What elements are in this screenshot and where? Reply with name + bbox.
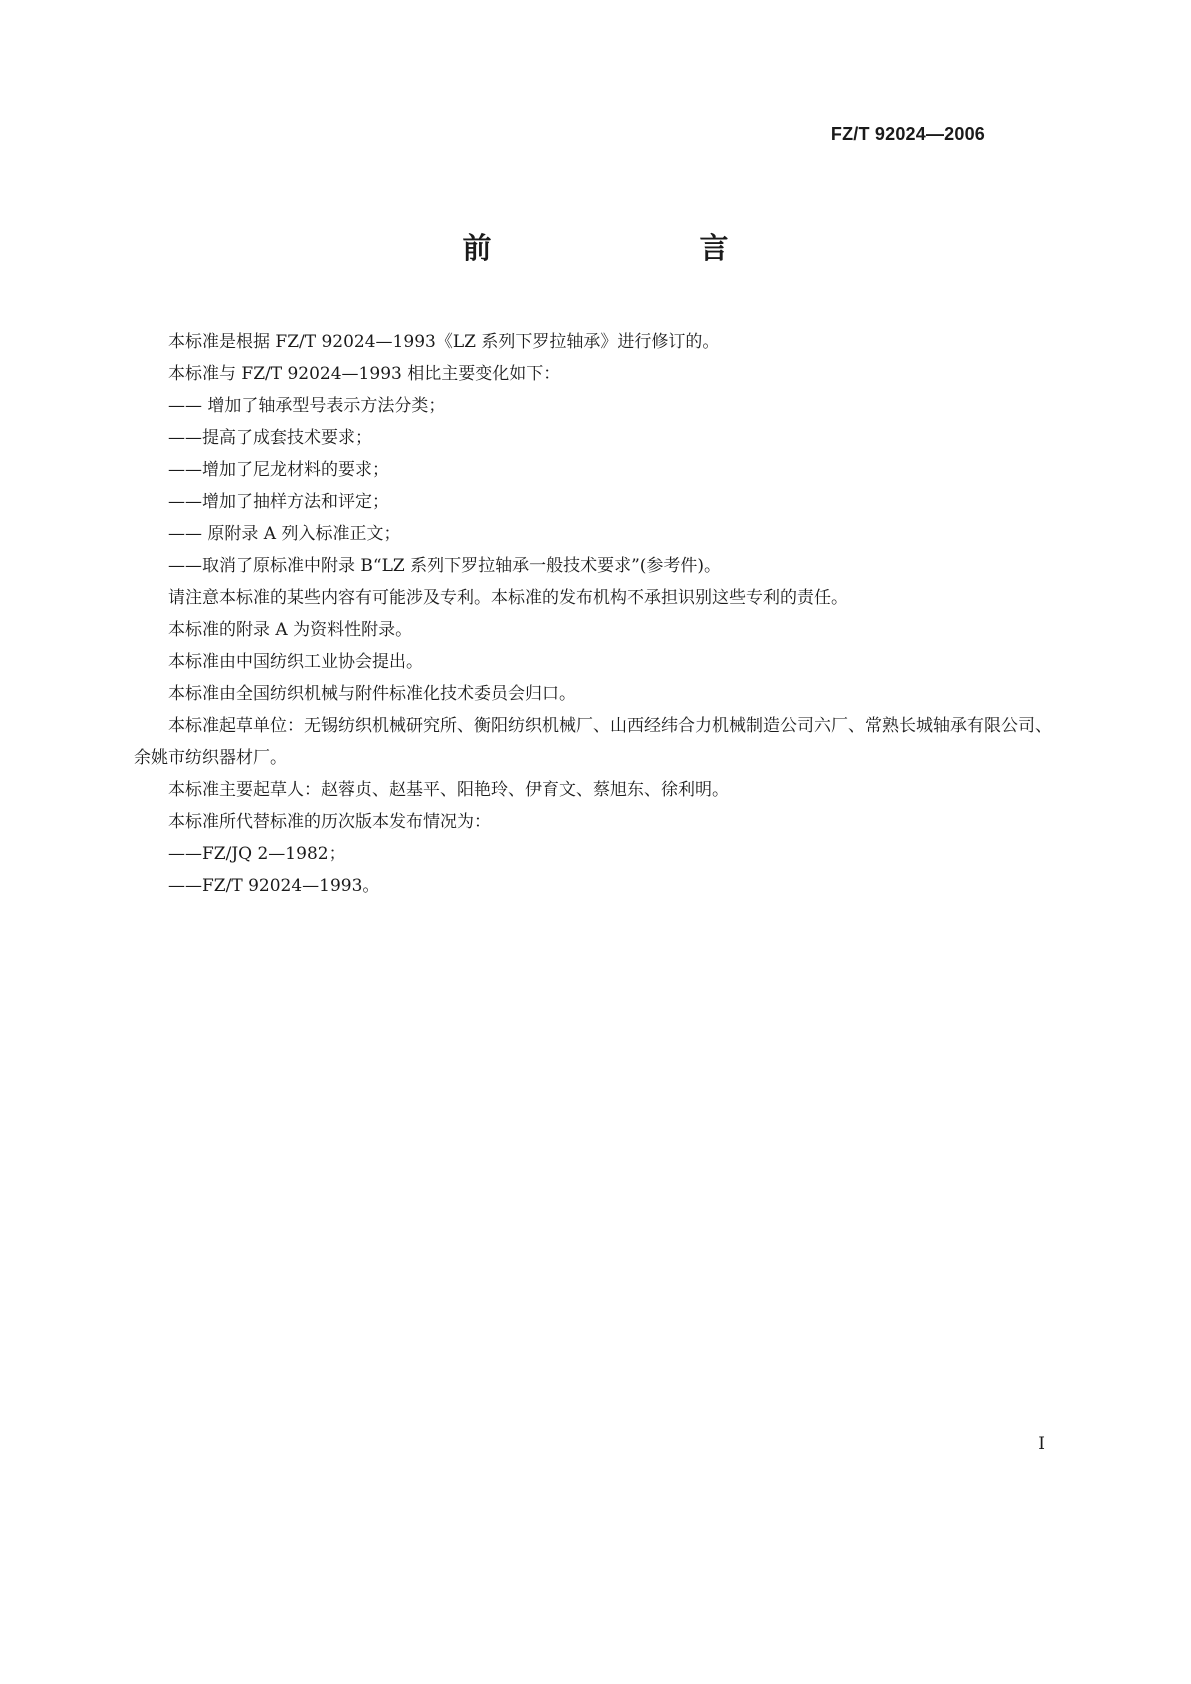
paragraph: 本标准主要起草人：赵蓉贞、赵基平、阳艳玲、伊育文、蔡旭东、徐利明。 xyxy=(168,780,729,800)
paragraph: 本标准由中国纺织工业协会提出。 xyxy=(168,652,423,672)
list-item: ——提高了成套技术要求； xyxy=(168,428,372,448)
paragraph: 本标准由全国纺织机械与附件标准化技术委员会归口。 xyxy=(168,684,576,704)
foreword-body xyxy=(134,326,1062,902)
list-item: ——增加了尼龙材料的要求； xyxy=(168,460,389,480)
list-item: —— 增加了轴承型号表示方法分类； xyxy=(168,396,446,416)
list-item: ——取消了原标准中附录 B“LZ 系列下罗拉轴承一般技术要求”(参考件)。 xyxy=(168,556,722,576)
standard-code: FZ/T 92024—2006 xyxy=(830,124,985,144)
list-item: ——FZ/JQ 2—1982； xyxy=(168,844,346,864)
list-item: —— 原附录 A 列入标准正文； xyxy=(168,524,401,544)
list-item: ——增加了抽样方法和评定； xyxy=(168,492,389,512)
paragraph: 本标准与 FZ/T 92024—1993 相比主要变化如下： xyxy=(168,364,561,384)
paragraph: 本标准的附录 A 为资料性附录。 xyxy=(168,620,413,640)
paragraph: 请注意本标准的某些内容有可能涉及专利。本标准的发布机构不承担识别这些专利的责任。 xyxy=(168,588,848,608)
paragraph: 本标准所代替标准的历次版本发布情况为： xyxy=(168,812,491,832)
paragraph: 本标准起草单位：无锡纺织机械研究所、衡阳纺织机械厂、山西经纬合力机械制造公司六厂、常熟长城轴承有限公司、余姚市纺织器材厂。 xyxy=(134,716,1052,768)
list-item: ——FZ/T 92024—1993。 xyxy=(168,876,380,896)
paragraph: 本标准是根据 FZ/T 92024—1993《LZ 系列下罗拉轴承》进行修订的。 xyxy=(168,332,720,352)
page-number: I xyxy=(1038,1434,1045,1454)
page-title: 前 言 xyxy=(462,231,779,265)
